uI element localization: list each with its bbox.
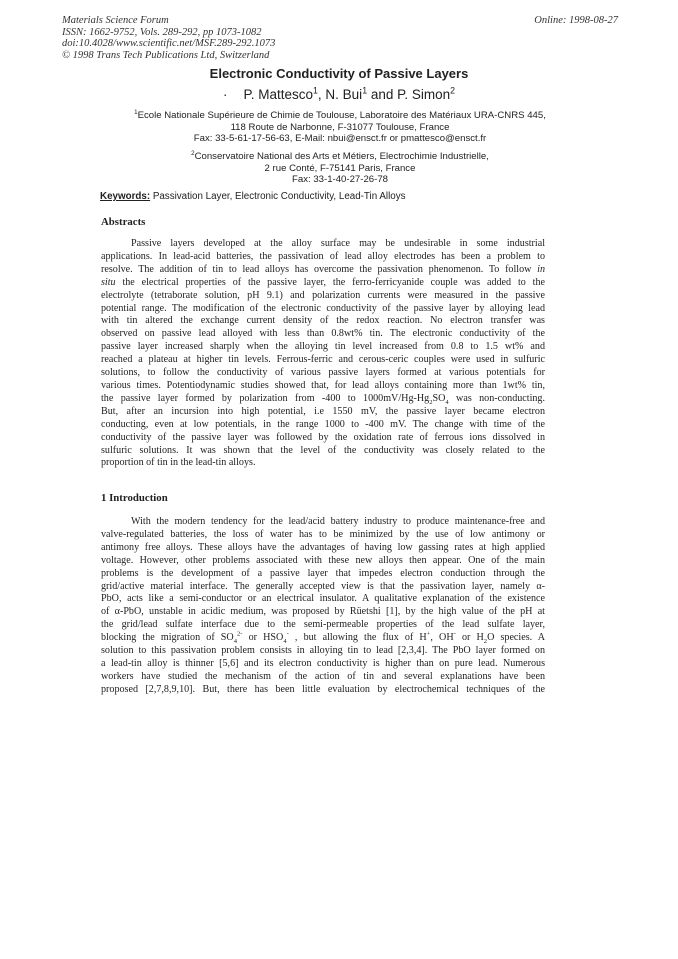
affiliation-text: Ecole Nationale Supérieure de Chimie de Toulouse, Laboratoire des Matériaux URA-CNRS 445, [137,110,546,121]
text-line: potential range. The modification of the electronic conductivity of the passive layer by alloying lead [101,302,545,314]
author-list [0,87,678,102]
issn-line: ISSN: 1662-9752, Vols. 289-292, pp 1073-1082 [62,26,262,38]
text-line: solution to this passivation problem consists in alloying tin to lead [2,3,4]. The PbO layer formed on [101,645,545,657]
abstract-body [101,238,545,470]
affiliation-line: Fax: 33-1-40-27-26-78 [292,174,388,186]
text-line: workers have studied the mechanism of the action of tin and several explanations have been [101,670,545,682]
keywords-label: Keywords: [100,191,151,202]
text-line: various times. Potentiodynamic studies showed that, for lead alloys containing more than 1wt% tin, [101,379,545,391]
text-run: or HSO [242,632,284,644]
affiliation-line: Fax: 33-5-61-17-56-63, E-Mail: nbui@ensct.fr or pmattesco@ensct.fr [193,133,487,145]
introduction-heading: 1 Introduction [101,492,168,504]
text-line: applications. In lead-acid batteries, the passivation of lead alloy electrodes has been a problem to [101,250,545,262]
journal-name: Materials Science Forum [62,15,169,26]
text-line: passive layer increased sharply when the alloying tin level increased from 0.8 to 1.5 wt% and [101,341,545,353]
text-line: PbO, acts like a semi-conductor or an electrical insulator. A qualitative explanation of the existence [101,593,545,605]
text-line: conductivity of the passive layer was followed by the oxidation rate of ferrous ions dissolved in [101,431,545,443]
author-separator: , [317,87,326,102]
text-line: reached a plateau at higher tin levels. Ferrous-ferric and cerous-ceric couples were used in sulfuric [101,354,545,366]
superscript: + [426,630,431,638]
subscript: 2 [483,638,488,646]
text-line: conducting, even at low potentials, in the range 1000 to -400 mV. The change with time of the [101,418,545,430]
subscript: 4 [445,398,449,406]
affiliation-2 [90,151,590,186]
text-line: voltage. However, other problems associated with these new alloys then appear. One of the main [101,554,545,566]
affiliation-line [90,110,590,122]
text-line: proportion of tin in the lead-tin alloys. [101,457,256,469]
affiliation-1 [90,110,590,145]
text-run: blocking the migration of SO [101,632,234,644]
keywords-line [100,191,406,202]
text-line: But, after an incursion into high potential, i.e 1550 mV, the passive layer became electron [101,405,545,417]
journal-header [62,15,275,61]
text-line: observed on passive lead alloyed with less than 0.8wt% tin. The electronic conductivity of the [101,328,545,340]
affiliation-line [90,151,590,163]
paper-title: Electronic Conductivity of Passive Layers [209,66,469,81]
superscript: 2- [237,630,243,638]
author-affil-mark: 2 [450,85,456,96]
subscript: 4 [283,638,287,646]
text-line: Passive layers developed at the alloy surface may be undesirable in some industrial [131,238,545,249]
text-line: the grid/lead sulfate interface due to the semi-permeable properties of the lead sulfate layer, [101,619,545,631]
text-line: grid/active material interface. The generally accepted view is that the passivation layer, namely α- [101,580,545,592]
italic-text: situ [101,276,116,288]
author-separator: and [367,87,398,102]
affil-mark: 1 [134,108,138,116]
online-date: Online: 1998-08-27 [534,15,618,26]
text-line: of α-PbO, unstable in acidic medium, was proposed by Rüetshi [1], by the high value of the pH at [101,606,545,618]
abstract-heading: Abstracts [101,216,146,228]
text-run: SO [432,392,446,404]
affil-mark: 2 [191,149,195,157]
doi-line: doi:10.4028/www.scientific.net/MSF.289-292.1073 [62,38,276,50]
text-run: , but allowing the flux of H [288,632,427,644]
author-affil-mark: 1 [313,85,318,96]
author-affil-mark: 1 [362,85,368,96]
author-name: P. Mattesco [243,87,314,102]
text-line: sulfuric solutions. It was shown that the level of the conductivity was closely related to the [101,444,545,456]
text-line: valve-regulated batteries, the loss of water has to be minimized by the use of low antimony or [101,528,545,540]
text-line: electrolyte (tetraborate solution, pH 9.1) and polarization currents were measured in the passive [101,289,545,301]
text-line: a lead-tin alloy is thinner [5,6] and its electron conductivity is higher than on pure lead. Numerous [101,657,545,669]
text-line: with tin altered the exchange current density of the redox reaction. No electron transfer was [101,315,545,327]
italic-text: in [537,263,545,275]
text-line [101,393,545,406]
text-line: proposed [2,7,8,9,10]. But, there has been little evaluation by electrochemical techniques of the [101,683,545,695]
text-line: With the modern tendency for the lead/acid battery industry to produce maintenance-free and [131,516,545,527]
text-line: solutions, to follow the conductivity of various passive layers formed at various potentials for [101,367,545,379]
text-run: resolve. The addition of tin to lead alloys has overcome the passivation phenomenon. To follow [101,263,532,275]
subscript: 4 [233,638,237,646]
text-line: problems is the development of a passive layer that impedes electron conduction through the [101,567,545,579]
text-line [101,264,545,277]
text-line [101,277,545,290]
text-line [101,632,545,645]
text-run: , OH [430,632,454,644]
affiliation-line: 118 Route de Narbonne, F-31077 Toulouse, France [230,121,450,133]
text-run: or H [455,632,484,644]
text-line: antimony free alloys. These alloys have the advantages of having low gassing rates at high applied [101,541,545,553]
superscript: - [453,630,456,638]
keywords-text: Passivation Layer, Electronic Conductivity, Lead-Tin Alloys [152,191,406,202]
author-bullet: · [222,87,228,102]
text-run: the electrical properties of the passive layer, the ferro-ferricyanide couple was added to the [122,276,545,288]
text-run: O species. A [487,632,546,644]
affiliation-line: 2 rue Conté, F-75141 Paris, France [264,162,416,174]
subscript: 2 [429,398,433,406]
author-name: P. Simon [397,87,451,102]
affiliation-text: Conservatoire National des Arts et Métiers, Electrochimie Industrielle, [194,151,489,162]
author-name: N. Bui [325,87,363,102]
text-run: was non-conducting. [448,392,545,404]
copyright-line: © 1998 Trans Tech Publications Ltd, Switzerland [62,49,270,61]
introduction-body [101,516,545,697]
text-run: the passive layer formed by polarization from -400 to 1000mV/Hg-Hg [101,392,430,404]
superscript: - [286,630,289,638]
